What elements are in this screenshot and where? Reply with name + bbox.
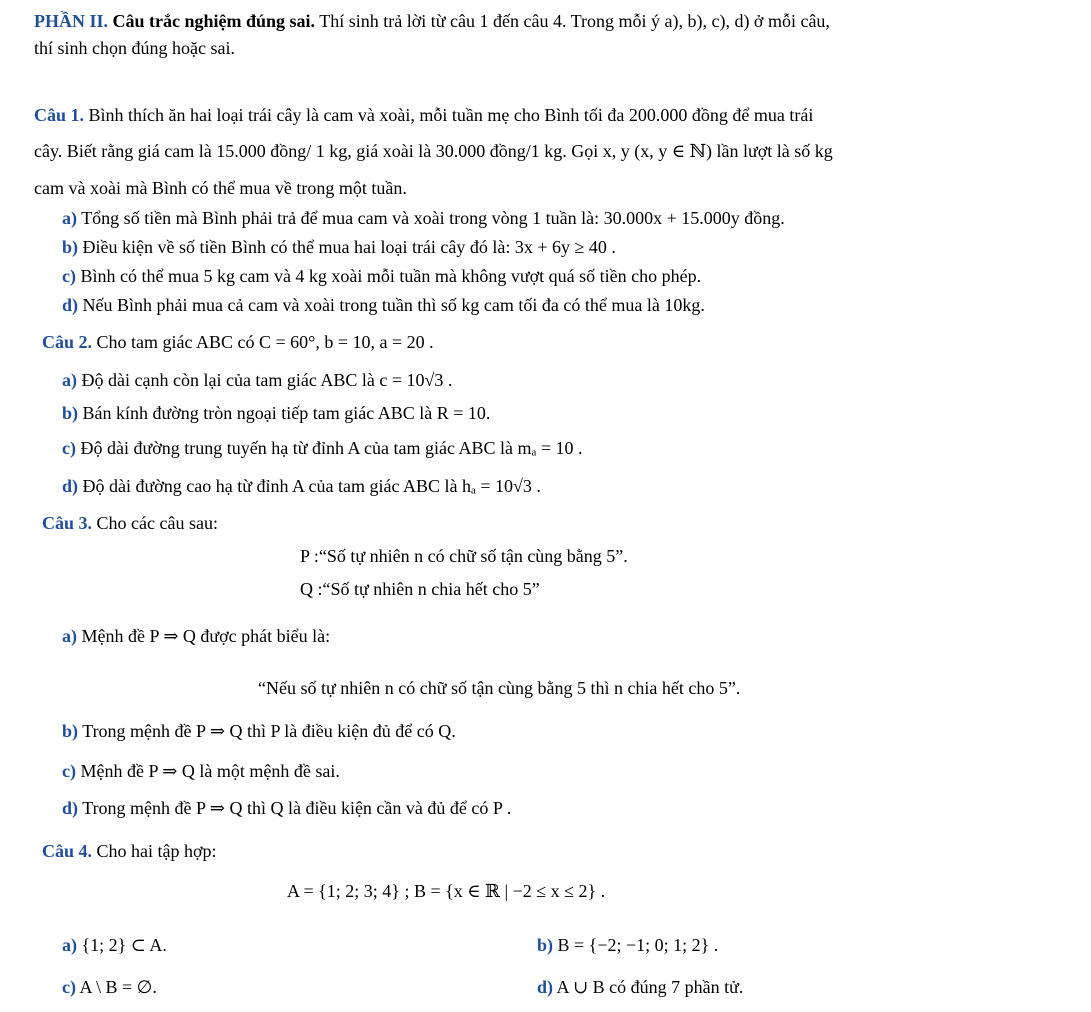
instruction-line-2: thí sinh chọn đúng hoặc sai. [34, 38, 235, 58]
option-key: a) [62, 370, 77, 390]
option-key: b) [62, 237, 79, 257]
q4-option-a [62, 934, 167, 956]
q1-stem-line-1 [34, 104, 813, 126]
option-text: A \ B = ∅. [79, 977, 157, 997]
option-text: Độ dài đường trung tuyến hạ từ đỉnh A của tam giác ABC là mₐ = 10 . [80, 438, 583, 458]
section-header [34, 10, 830, 32]
option-text: Bình có thể mua 5 kg cam và 4 kg xoài mỗi tuần mà không vượt quá số tiền cho phép. [80, 266, 702, 286]
q3-option-c [62, 760, 340, 782]
option-key: b) [537, 935, 554, 955]
instruction: Thí sinh trả lời từ câu 1 đến câu 4. Trong mỗi ý a), b), c), d) ở mỗi câu, [319, 11, 830, 31]
q1-option-d [62, 294, 705, 316]
q2-stem-text: Cho tam giác ABC có C = 60°, b = 10, a = 20 . [96, 332, 434, 352]
option-text: Trong mệnh đề P ⇒ Q thì Q là điều kiện cần và đủ để có P . [82, 798, 512, 818]
option-key: a) [62, 626, 77, 646]
q4-stem-text: Cho hai tập hợp: [96, 841, 217, 861]
q1-stem-line-2: cây. Biết rằng giá cam là 15.000 đồng/ 1 kg, giá xoài là 30.000 đồng/1 kg. Gọi x, y (x, y ∈ ℕ) lần lượt là số kg [34, 141, 833, 161]
option-key: c) [62, 266, 76, 286]
q3-option-b [62, 720, 456, 742]
q4-option-b [537, 934, 718, 956]
option-key: d) [537, 977, 554, 997]
part-label: PHẦN II. [34, 11, 109, 31]
q3-option-a [62, 625, 330, 647]
option-key: b) [62, 403, 79, 423]
option-key: b) [62, 721, 79, 741]
option-text: Bán kính đường tròn ngoại tiếp tam giác ABC là R = 10. [82, 403, 491, 423]
q1-option-a [62, 207, 785, 229]
q3-stem-text: Cho các câu sau: [96, 513, 218, 533]
q3-option-d [62, 797, 511, 819]
q4-option-c [62, 976, 157, 998]
option-text: Mệnh đề P ⇒ Q là một mệnh đề sai. [80, 761, 340, 781]
q2-option-b [62, 402, 490, 424]
q4-label: Câu 4. [42, 841, 93, 861]
q2-option-a [62, 369, 452, 391]
part-title: Câu trắc nghiệm đúng sai. [112, 11, 316, 31]
option-key: a) [62, 935, 77, 955]
option-text: Điều kiện về số tiền Bình có thể mua hai loại trái cây đó là: 3x + 6y ≥ 40 . [82, 237, 616, 257]
option-text: Độ dài cạnh còn lại của tam giác ABC là c = 10√3 . [81, 370, 453, 390]
q3-proposition-p: P :“Số tự nhiên n có chữ số tận cùng bằng 5”. [300, 546, 628, 566]
q4-option-d [537, 976, 743, 998]
option-key: c) [62, 761, 76, 781]
q3-label: Câu 3. [42, 513, 93, 533]
option-key: a) [62, 208, 77, 228]
q1-label: Câu 1. [34, 105, 85, 125]
q2-stem [42, 331, 434, 353]
option-text: Mệnh đề P ⇒ Q được phát biểu là: [81, 626, 331, 646]
q3-proposition-q: Q :“Số tự nhiên n chia hết cho 5” [300, 579, 540, 599]
option-key: d) [62, 295, 79, 315]
option-text: A ∪ B có đúng 7 phần tử. [556, 977, 744, 997]
q2-label: Câu 2. [42, 332, 93, 352]
option-text: B = {−2; −1; 0; 1; 2} . [557, 935, 719, 955]
option-text: Trong mệnh đề P ⇒ Q thì P là điều kiện đủ để có Q. [82, 721, 456, 741]
q3-option-a-statement: “Nếu số tự nhiên n có chữ số tận cùng bằng 5 thì n chia hết cho 5”. [258, 678, 741, 698]
q3-stem [42, 512, 218, 534]
option-text: Độ dài đường cao hạ từ đỉnh A của tam giác ABC là hₐ = 10√3 . [82, 476, 541, 496]
q4-sets: A = {1; 2; 3; 4} ; B = {x ∈ ℝ | −2 ≤ x ≤ 2} . [287, 881, 606, 901]
option-key: c) [62, 977, 76, 997]
q1-option-b [62, 236, 616, 258]
option-key: c) [62, 438, 76, 458]
option-text: {1; 2} ⊂ A. [81, 935, 167, 955]
option-key: d) [62, 476, 79, 496]
q1-option-c [62, 265, 701, 287]
option-text: Tổng số tiền mà Bình phải trả để mua cam và xoài trong vòng 1 tuần là: 30.000x + 15.000y đồng. [81, 208, 785, 228]
option-text: Nếu Bình phải mua cả cam và xoài trong tuần thì số kg cam tối đa có thể mua là 10kg. [82, 295, 705, 315]
q4-stem [42, 840, 217, 862]
option-key: d) [62, 798, 79, 818]
q2-option-d [62, 475, 541, 497]
q1-stem-line-3: cam và xoài mà Bình có thể mua về trong một tuần. [34, 178, 407, 198]
q1-stem-text-1: Bình thích ăn hai loại trái cây là cam và xoài, mỗi tuần mẹ cho Bình tối đa 200.000 đồng để mua trái [88, 105, 814, 125]
q2-option-c [62, 437, 583, 459]
